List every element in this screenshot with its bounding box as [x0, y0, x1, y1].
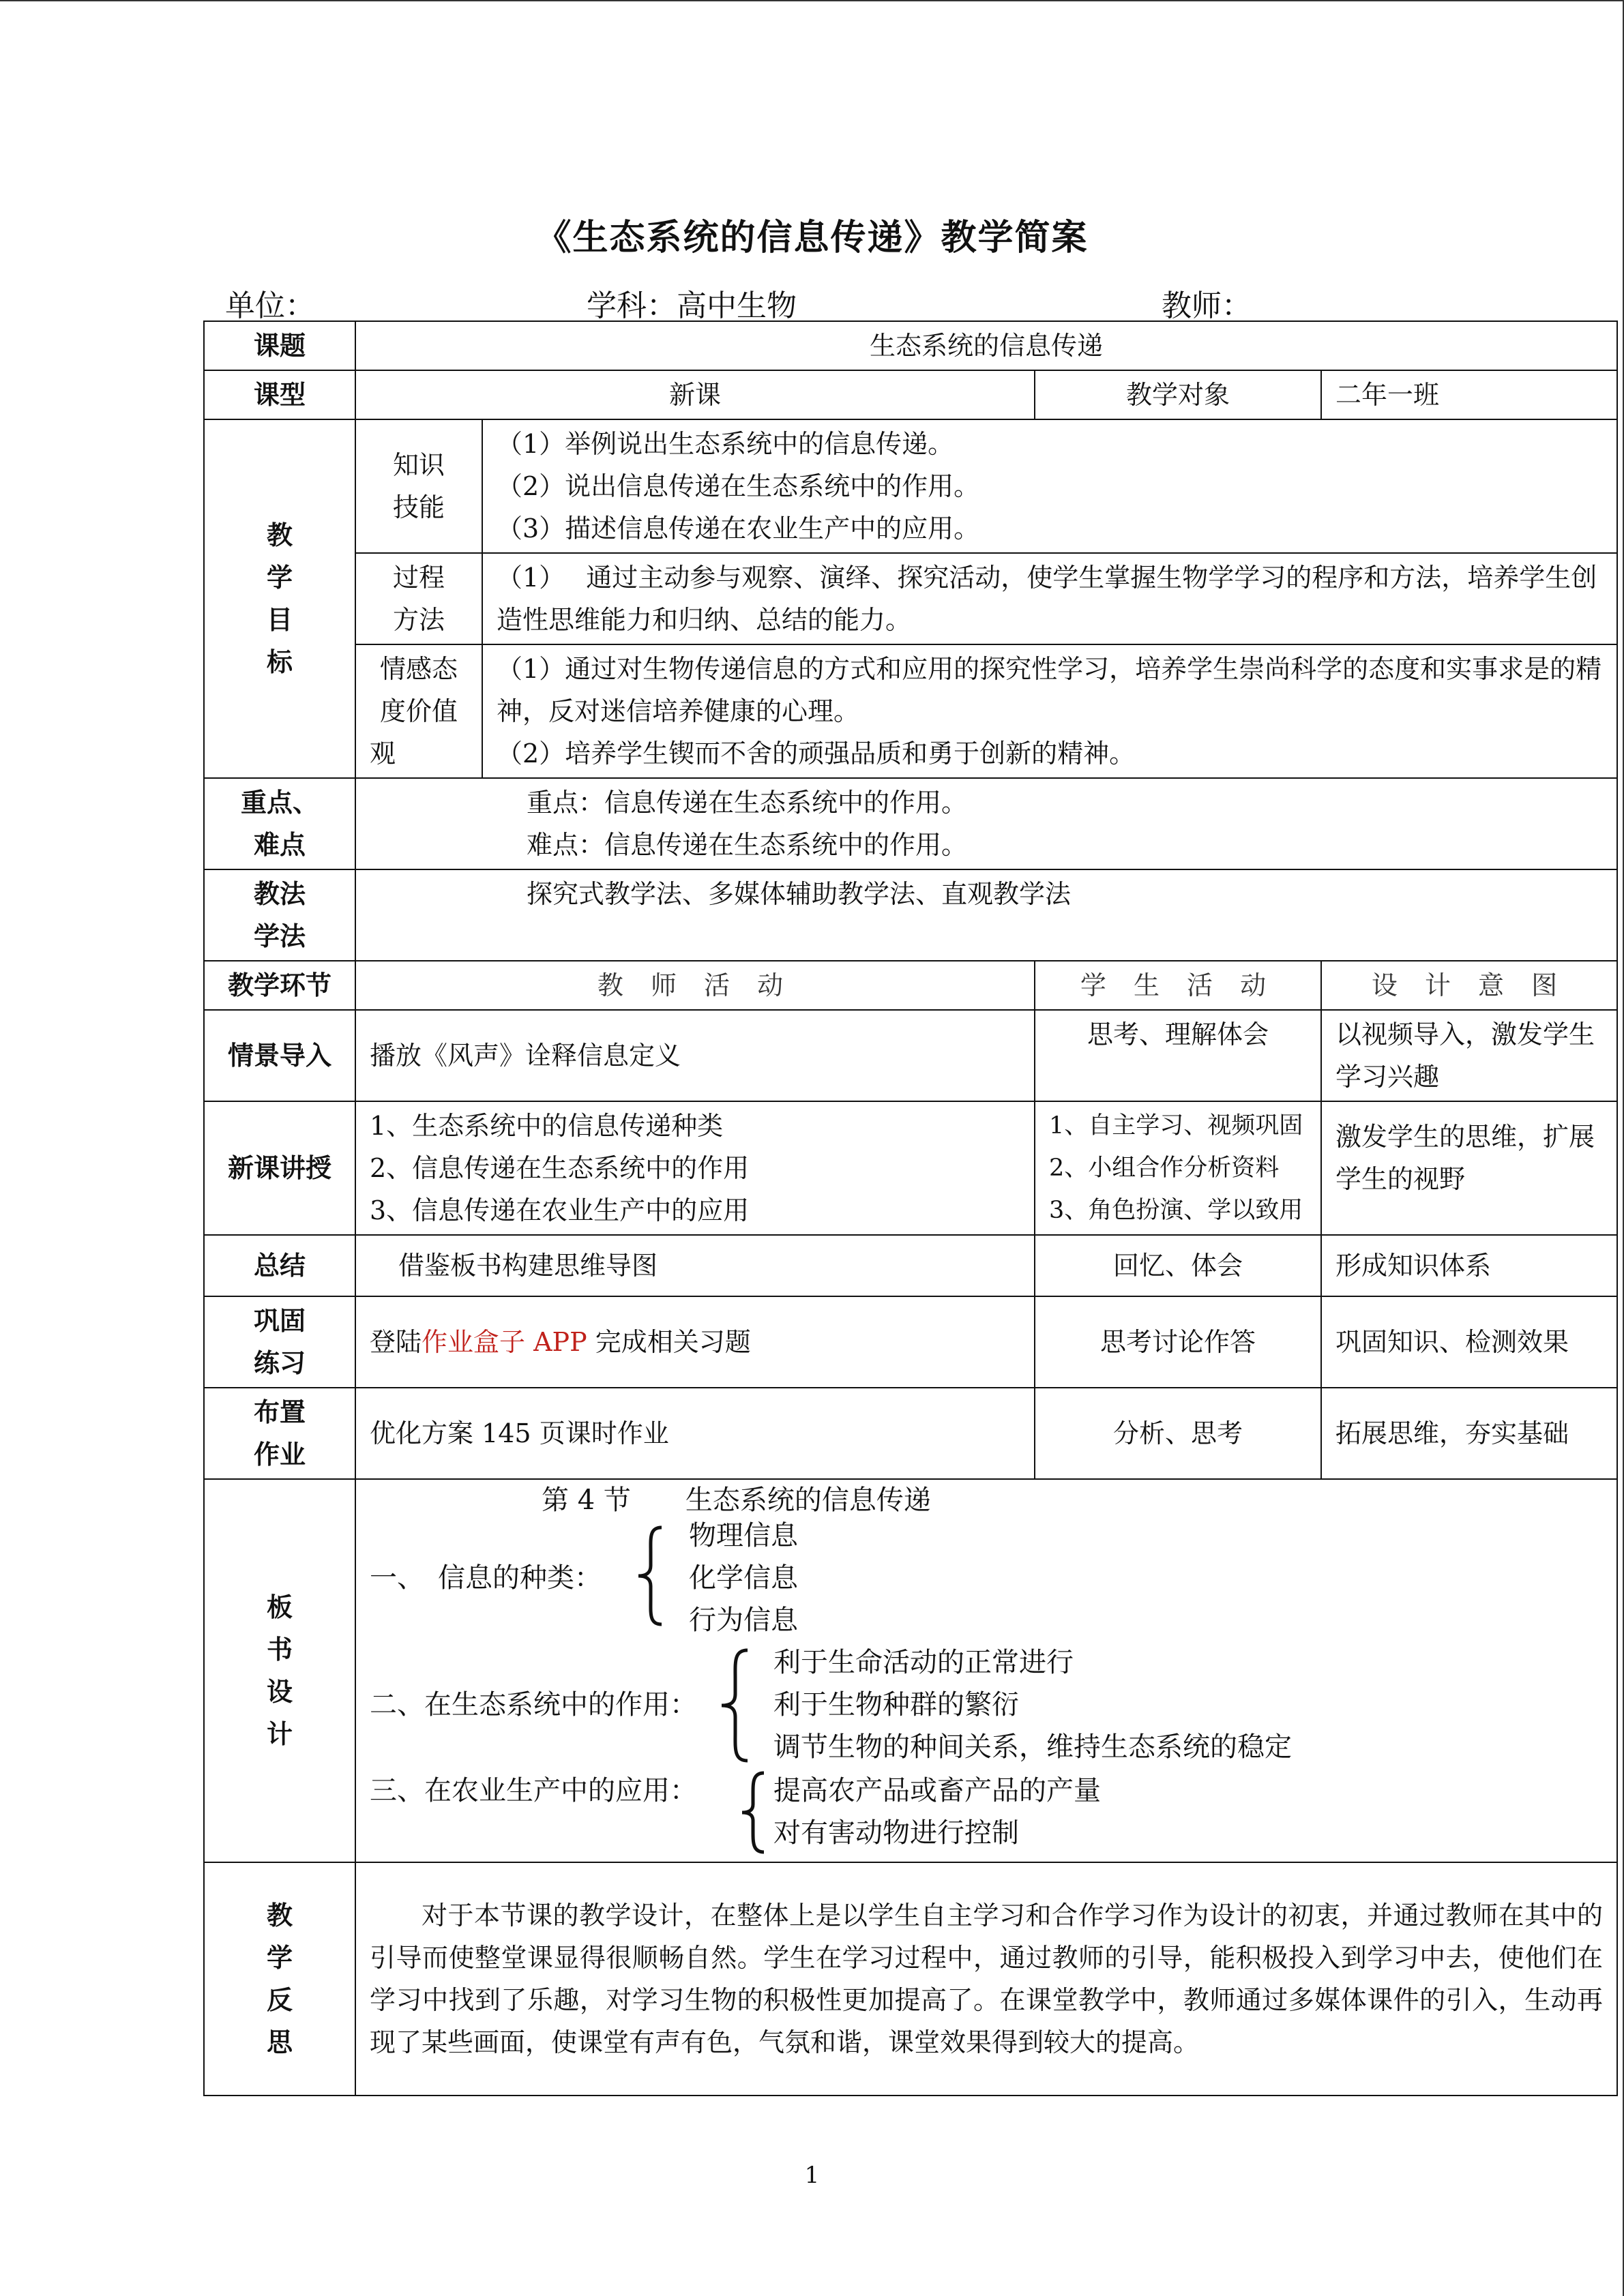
- methods-value: 探究式教学法、多媒体辅助教学法、直观教学法: [355, 869, 1617, 961]
- stage-intro-name: 情景导入: [204, 1010, 355, 1101]
- methods-label: 教法 学法: [204, 869, 355, 961]
- board-section-1-label: 一、 信息的种类：: [370, 1562, 602, 1594]
- topic-value: 生态系统的信息传递: [355, 321, 1617, 370]
- stage-intro-design: 以视频导入，激发学生学习兴趣: [1321, 1010, 1617, 1101]
- topic-row: [204, 321, 1617, 370]
- audience-label: 教学对象: [1035, 370, 1321, 419]
- stage-homework-student: 分析、思考: [1035, 1388, 1321, 1479]
- type-label: 课型: [204, 370, 355, 419]
- board-s2-item: 利于生物种群的繁衍: [773, 1689, 1019, 1720]
- stage-header: 教学环节: [204, 961, 355, 1010]
- objectives-emotion-row: [204, 644, 1617, 778]
- lesson-plan-table: [203, 320, 1618, 2096]
- brace-icon: [738, 1770, 768, 1855]
- stage-summary-row: [204, 1235, 1617, 1296]
- objectives-knowledge-row: [204, 419, 1617, 553]
- type-row: [204, 370, 1617, 419]
- board-row: [204, 1479, 1617, 1862]
- board-s2-item: 调节生物的种间关系，维持生态系统的稳定: [773, 1731, 1292, 1763]
- objectives-label: 教 学 目 标: [204, 419, 355, 778]
- board-section-2-label: 二、在生态系统中的作用：: [370, 1689, 697, 1720]
- stages-header-row: [204, 961, 1617, 1010]
- stage-intro-teacher: 播放《风声》诠释信息定义: [355, 1010, 1035, 1101]
- key-points-label: 重点、 难点: [204, 778, 355, 869]
- stage-practice-teacher: 登陆作业盒子 APP 完成相关习题: [355, 1296, 1035, 1388]
- stage-summary-student: 回忆、体会: [1035, 1235, 1321, 1296]
- stage-homework-design: 拓展思维，夯实基础: [1321, 1388, 1617, 1479]
- stage-practice-design: 巩固知识、检测效果: [1321, 1296, 1617, 1388]
- board-s1-item: 化学信息: [689, 1562, 798, 1594]
- key-points-row: [204, 778, 1617, 869]
- board-s1-item: 物理信息: [689, 1520, 798, 1551]
- subject-label: 学科：高中生物: [587, 288, 797, 323]
- stage-homework-name: 布置 作业: [204, 1388, 355, 1479]
- stage-summary-design: 形成知识体系: [1321, 1235, 1617, 1296]
- stage-lesson-name: 新课讲授: [204, 1101, 355, 1235]
- board-s3-item: 对有害动物进行控制: [773, 1817, 1019, 1849]
- topic-label: 课题: [204, 321, 355, 370]
- brace-icon: [718, 1648, 753, 1763]
- reflection-text: 对于本节课的教学设计，在整体上是以学生自主学习和合作学习作为设计的初衷，并通过教师在其中的引导而使整堂课显得很顺畅自然。学生在学习过程中，通过教师的引导，能积极投入到学习中去，使他们在学习中找到了乐趣，对学习生物的积极性更加提高了。在课堂教学中，教师通过多媒体课件的引入，生动再现了某些画面，使课堂有声有色，气氛和谐，课堂效果得到较大的提高。: [355, 1862, 1617, 2096]
- board-design: [355, 1479, 1617, 1862]
- key-points-text: 重点：信息传递在生态系统中的作用。 难点：信息传递在生态系统中的作用。: [355, 778, 1617, 869]
- document-title: 《生态系统的信息传递》教学简案: [535, 217, 1089, 258]
- student-activity-header: 学 生 活 动: [1035, 961, 1321, 1010]
- stage-intro-row: [204, 1010, 1617, 1101]
- stage-lesson-design: 激发学生的思维，扩展学生的视野: [1321, 1101, 1617, 1235]
- teacher-activity-header: 教 师 活 动: [355, 961, 1035, 1010]
- stage-lesson-student: 1、自主学习、视频巩固 2、小组合作分析资料 3、角色扮演、学以致用: [1035, 1101, 1321, 1235]
- stage-practice-row: [204, 1296, 1617, 1388]
- board-label: 板 书 设 计: [204, 1479, 355, 1862]
- brace-icon: [634, 1525, 667, 1627]
- stage-homework-teacher: 优化方案 145 页课时作业: [355, 1388, 1035, 1479]
- emotion-items: （1）通过对生物传递信息的方式和应用的探究性学习，培养学生崇尚科学的态度和实事求是的精神，反对迷信培养健康的心理。 （2）培养学生锲而不舍的顽强品质和勇于创新的精神。: [482, 644, 1617, 778]
- stage-summary-name: 总结: [204, 1235, 355, 1296]
- knowledge-items: （1）举例说出生态系统中的信息传递。 （2）说出信息传递在生态系统中的作用。 （3）描述信息传递在农业生产中的应用。: [482, 419, 1617, 553]
- stage-homework-row: [204, 1388, 1617, 1479]
- reflection-row: [204, 1862, 1617, 2096]
- page-border-top: [0, 0, 1624, 1]
- board-heading: 第 4 节 生态系统的信息传递: [542, 1485, 931, 1516]
- unit-label: 单位：: [225, 288, 315, 323]
- knowledge-label: 知识 技能: [355, 419, 482, 553]
- type-value: 新课: [355, 370, 1035, 419]
- app-name-highlight: 作业盒子 APP: [422, 1327, 587, 1357]
- reflection-label: 教 学 反 思: [204, 1862, 355, 2096]
- stage-practice-student: 思考讨论作答: [1035, 1296, 1321, 1388]
- design-intent-header: 设 计 意 图: [1321, 961, 1617, 1010]
- stage-intro-student: 思考、理解体会: [1035, 1010, 1321, 1101]
- stage-lesson-teacher: 1、生态系统中的信息传递种类 2、信息传递在生态系统中的作用 3、信息传递在农业生产中的应用: [355, 1101, 1035, 1235]
- process-text: （1） 通过主动参与观察、演绎、探究活动，使学生掌握生物学学习的程序和方法，培养学生创造性思维能力和归纳、总结的能力。: [482, 553, 1617, 644]
- board-s3-item: 提高农产品或畜产品的产量: [773, 1775, 1101, 1806]
- board-s1-item: 行为信息: [689, 1605, 798, 1636]
- stage-summary-teacher: 借鉴板书构建思维导图: [355, 1235, 1035, 1296]
- audience-value: 二年一班: [1321, 370, 1617, 419]
- stage-practice-name: 巩固 练习: [204, 1296, 355, 1388]
- stage-lesson-row: [204, 1101, 1617, 1235]
- page-number: 1: [804, 2162, 820, 2189]
- board-s2-item: 利于生命活动的正常进行: [773, 1647, 1074, 1678]
- process-label: 过程 方法: [355, 553, 482, 644]
- board-section-3-label: 三、在农业生产中的应用：: [370, 1775, 697, 1806]
- emotion-label: 情感态 度价值 观: [355, 644, 482, 778]
- teacher-label: 教师：: [1162, 288, 1252, 323]
- methods-row: [204, 869, 1617, 961]
- objectives-process-row: [204, 553, 1617, 644]
